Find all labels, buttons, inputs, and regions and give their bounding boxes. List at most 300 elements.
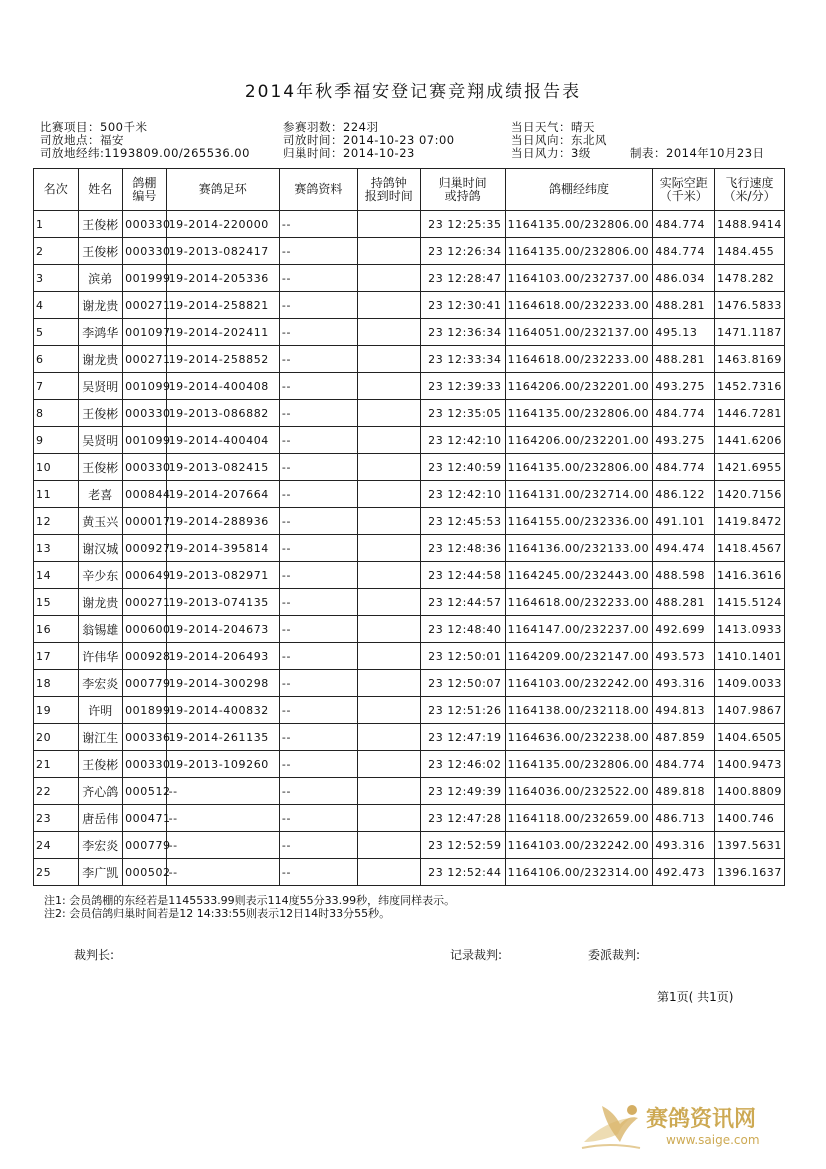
cell-rank: 19 bbox=[34, 697, 79, 724]
cell-clock-time bbox=[357, 832, 420, 859]
header-arrival-time: 归巢时间 或持鸽 bbox=[420, 169, 505, 211]
cell-loft-coords: 1164209.00/232147.00 bbox=[505, 643, 653, 670]
header-clock-time: 持鸽钟 报到时间 bbox=[357, 169, 420, 211]
cell-distance: 495.13 bbox=[653, 319, 715, 346]
cell-rank: 24 bbox=[34, 832, 79, 859]
cell-rank: 14 bbox=[34, 562, 79, 589]
cell-speed: 1400.9473 bbox=[715, 751, 785, 778]
cell-distance: 493.275 bbox=[653, 427, 715, 454]
page-number: 第1页( 共1页) bbox=[657, 990, 734, 1004]
cell-clock-time bbox=[357, 643, 420, 670]
cell-arrival-time: 23 12:48:40 bbox=[420, 616, 505, 643]
cell-loft-id: 000779 bbox=[123, 832, 167, 859]
cell-name: 李宏炎 bbox=[78, 670, 123, 697]
cell-loft-id: 000927 bbox=[123, 535, 167, 562]
cell-pigeon-info: -- bbox=[279, 508, 357, 535]
cell-arrival-time: 23 12:50:07 bbox=[420, 670, 505, 697]
cell-pigeon-info: -- bbox=[279, 238, 357, 265]
cell-clock-time bbox=[357, 724, 420, 751]
cell-pigeon-info: -- bbox=[279, 292, 357, 319]
info-release-place: 司放地点：福安 bbox=[40, 133, 124, 147]
cell-rank: 22 bbox=[34, 778, 79, 805]
cell-pigeon-info: -- bbox=[279, 481, 357, 508]
cell-name: 齐心鸽 bbox=[78, 778, 123, 805]
cell-arrival-time: 23 12:42:10 bbox=[420, 481, 505, 508]
cell-speed: 1471.1187 bbox=[715, 319, 785, 346]
cell-speed: 1410.1401 bbox=[715, 643, 785, 670]
cell-rank: 1 bbox=[34, 211, 79, 238]
cell-name: 王俊彬 bbox=[78, 751, 123, 778]
cell-name: 李鸿华 bbox=[78, 319, 123, 346]
cell-pigeon-info: -- bbox=[279, 373, 357, 400]
cell-loft-id: 001099 bbox=[123, 373, 167, 400]
cell-ring: 19-2013-109260 bbox=[166, 751, 279, 778]
cell-name: 王俊彬 bbox=[78, 211, 123, 238]
cell-arrival-time: 23 12:46:02 bbox=[420, 751, 505, 778]
cell-speed: 1478.282 bbox=[715, 265, 785, 292]
cell-rank: 9 bbox=[34, 427, 79, 454]
cell-arrival-time: 23 12:33:34 bbox=[420, 346, 505, 373]
cell-ring: 19-2014-204673 bbox=[166, 616, 279, 643]
table-row bbox=[34, 616, 785, 643]
info-return-time: 归巢时间：2014-10-23 bbox=[283, 146, 415, 160]
cell-clock-time bbox=[357, 427, 420, 454]
cell-distance: 488.598 bbox=[653, 562, 715, 589]
cell-rank: 20 bbox=[34, 724, 79, 751]
cell-arrival-time: 23 12:25:35 bbox=[420, 211, 505, 238]
cell-ring: 19-2014-258821 bbox=[166, 292, 279, 319]
cell-speed: 1400.8809 bbox=[715, 778, 785, 805]
info-release-time: 司放时间：2014-10-23 07:00 bbox=[283, 133, 455, 147]
table-row bbox=[34, 697, 785, 724]
cell-loft-id: 000649 bbox=[123, 562, 167, 589]
cell-ring: -- bbox=[166, 805, 279, 832]
cell-pigeon-info: -- bbox=[279, 589, 357, 616]
cell-speed: 1409.0033 bbox=[715, 670, 785, 697]
table-row bbox=[34, 832, 785, 859]
cell-loft-id: 000512 bbox=[123, 778, 167, 805]
cell-name: 李广凯 bbox=[78, 859, 123, 886]
cell-clock-time bbox=[357, 292, 420, 319]
cell-pigeon-info: -- bbox=[279, 778, 357, 805]
table-row bbox=[34, 670, 785, 697]
cell-arrival-time: 23 12:40:59 bbox=[420, 454, 505, 481]
info-wind-direction: 当日风向：东北风 bbox=[511, 133, 607, 147]
table-row bbox=[34, 589, 785, 616]
cell-arrival-time: 23 12:49:39 bbox=[420, 778, 505, 805]
cell-name: 吴贤明 bbox=[78, 373, 123, 400]
cell-arrival-time: 23 12:39:33 bbox=[420, 373, 505, 400]
cell-name: 滨弟 bbox=[78, 265, 123, 292]
cell-speed: 1396.1637 bbox=[715, 859, 785, 886]
cell-loft-coords: 1164118.00/232659.00 bbox=[505, 805, 653, 832]
cell-loft-coords: 1164147.00/232237.00 bbox=[505, 616, 653, 643]
cell-distance: 493.573 bbox=[653, 643, 715, 670]
header-rank: 名次 bbox=[34, 169, 79, 211]
cell-ring: 19-2013-082971 bbox=[166, 562, 279, 589]
cell-loft-id: 001099 bbox=[123, 427, 167, 454]
table-row bbox=[34, 859, 785, 886]
cell-loft-id: 000330 bbox=[123, 211, 167, 238]
cell-name: 许伟华 bbox=[78, 643, 123, 670]
cell-loft-coords: 1164135.00/232806.00 bbox=[505, 211, 653, 238]
cell-distance: 484.774 bbox=[653, 400, 715, 427]
table-row bbox=[34, 508, 785, 535]
header-pigeon-info: 赛鸽资料 bbox=[279, 169, 357, 211]
cell-loft-id: 000336 bbox=[123, 724, 167, 751]
cell-loft-id: 000600 bbox=[123, 616, 167, 643]
header-ring: 赛鸽足环 bbox=[166, 169, 279, 211]
cell-ring: -- bbox=[166, 778, 279, 805]
results-table bbox=[33, 168, 785, 886]
cell-clock-time bbox=[357, 400, 420, 427]
cell-clock-time bbox=[357, 859, 420, 886]
cell-ring: 19-2013-086882 bbox=[166, 400, 279, 427]
note-2: 注2: 会员信鸽归巢时间若是12 14:33:55则表示12日14时33分55秒。 bbox=[44, 907, 391, 920]
cell-arrival-time: 23 12:47:19 bbox=[420, 724, 505, 751]
cell-name: 辛少东 bbox=[78, 562, 123, 589]
cell-speed: 1476.5833 bbox=[715, 292, 785, 319]
cell-speed: 1400.746 bbox=[715, 805, 785, 832]
cell-loft-coords: 1164138.00/232118.00 bbox=[505, 697, 653, 724]
cell-distance: 486.034 bbox=[653, 265, 715, 292]
cell-distance: 487.859 bbox=[653, 724, 715, 751]
watermark-url: www.saige.com bbox=[666, 1133, 760, 1147]
cell-loft-coords: 1164051.00/232137.00 bbox=[505, 319, 653, 346]
cell-name: 李宏炎 bbox=[78, 832, 123, 859]
cell-clock-time bbox=[357, 238, 420, 265]
cell-distance: 493.275 bbox=[653, 373, 715, 400]
cell-arrival-time: 23 12:42:10 bbox=[420, 427, 505, 454]
cell-ring: 19-2013-082417 bbox=[166, 238, 279, 265]
info-weather: 当日天气：晴天 bbox=[511, 120, 595, 134]
cell-arrival-time: 23 12:44:57 bbox=[420, 589, 505, 616]
cell-loft-id: 000017 bbox=[123, 508, 167, 535]
cell-rank: 16 bbox=[34, 616, 79, 643]
table-row bbox=[34, 427, 785, 454]
header-distance: 实际空距 （千米） bbox=[653, 169, 715, 211]
cell-name: 谢龙贵 bbox=[78, 589, 123, 616]
cell-speed: 1419.8472 bbox=[715, 508, 785, 535]
cell-name: 谢江生 bbox=[78, 724, 123, 751]
cell-speed: 1415.5124 bbox=[715, 589, 785, 616]
cell-pigeon-info: -- bbox=[279, 724, 357, 751]
cell-pigeon-info: -- bbox=[279, 319, 357, 346]
cell-distance: 492.473 bbox=[653, 859, 715, 886]
info-made-on: 制表：2014年10月23日 bbox=[630, 146, 765, 160]
cell-loft-coords: 1164206.00/232201.00 bbox=[505, 373, 653, 400]
cell-clock-time bbox=[357, 265, 420, 292]
cell-speed: 1484.455 bbox=[715, 238, 785, 265]
cell-loft-id: 000471 bbox=[123, 805, 167, 832]
cell-name: 黄玉兴 bbox=[78, 508, 123, 535]
cell-clock-time bbox=[357, 778, 420, 805]
cell-clock-time bbox=[357, 373, 420, 400]
cell-name: 老喜 bbox=[78, 481, 123, 508]
cell-name: 翁锡雄 bbox=[78, 616, 123, 643]
cell-distance: 486.713 bbox=[653, 805, 715, 832]
info-birds-count: 参赛羽数：224羽 bbox=[283, 120, 379, 134]
cell-rank: 3 bbox=[34, 265, 79, 292]
cell-rank: 17 bbox=[34, 643, 79, 670]
cell-loft-coords: 1164245.00/232443.00 bbox=[505, 562, 653, 589]
note-1: 注1: 会员鸽棚的东经若是1145533.99则表示114度55分33.99秒，纬度同样表示。 bbox=[44, 894, 456, 907]
cell-arrival-time: 23 12:26:34 bbox=[420, 238, 505, 265]
cell-clock-time bbox=[357, 562, 420, 589]
watermark-name: 赛鸽资讯网 bbox=[646, 1107, 757, 1132]
cell-distance: 488.281 bbox=[653, 292, 715, 319]
header-speed: 飞行速度 （米/分） bbox=[715, 169, 785, 211]
cell-distance: 492.699 bbox=[653, 616, 715, 643]
cell-distance: 493.316 bbox=[653, 670, 715, 697]
cell-arrival-time: 23 12:45:53 bbox=[420, 508, 505, 535]
cell-loft-coords: 1164618.00/232233.00 bbox=[505, 589, 653, 616]
info-wind-force: 当日风力：3级 bbox=[511, 146, 591, 160]
cell-ring: 19-2014-205336 bbox=[166, 265, 279, 292]
cell-loft-coords: 1164135.00/232806.00 bbox=[505, 454, 653, 481]
cell-loft-id: 000928 bbox=[123, 643, 167, 670]
cell-distance: 491.101 bbox=[653, 508, 715, 535]
cell-rank: 15 bbox=[34, 589, 79, 616]
cell-name: 王俊彬 bbox=[78, 238, 123, 265]
cell-loft-id: 001097 bbox=[123, 319, 167, 346]
cell-pigeon-info: -- bbox=[279, 859, 357, 886]
cell-name: 王俊彬 bbox=[78, 400, 123, 427]
info-project: 比赛项目：500千米 bbox=[40, 120, 148, 134]
cell-speed: 1407.9867 bbox=[715, 697, 785, 724]
cell-arrival-time: 23 12:35:05 bbox=[420, 400, 505, 427]
table-row bbox=[34, 535, 785, 562]
recording-judge-label: 记录裁判: bbox=[450, 948, 503, 962]
cell-ring: 19-2014-288936 bbox=[166, 508, 279, 535]
cell-clock-time bbox=[357, 454, 420, 481]
cell-distance: 486.122 bbox=[653, 481, 715, 508]
cell-pigeon-info: -- bbox=[279, 400, 357, 427]
cell-distance: 493.316 bbox=[653, 832, 715, 859]
table-row bbox=[34, 724, 785, 751]
cell-loft-coords: 1164103.00/232242.00 bbox=[505, 832, 653, 859]
cell-loft-coords: 1164106.00/232314.00 bbox=[505, 859, 653, 886]
cell-arrival-time: 23 12:52:44 bbox=[420, 859, 505, 886]
cell-rank: 23 bbox=[34, 805, 79, 832]
table-row bbox=[34, 373, 785, 400]
cell-distance: 484.774 bbox=[653, 454, 715, 481]
cell-distance: 494.813 bbox=[653, 697, 715, 724]
cell-arrival-time: 23 12:52:59 bbox=[420, 832, 505, 859]
cell-arrival-time: 23 12:44:58 bbox=[420, 562, 505, 589]
cell-loft-id: 000330 bbox=[123, 454, 167, 481]
pigeon-logo-icon bbox=[580, 1098, 790, 1154]
cell-distance: 484.774 bbox=[653, 211, 715, 238]
results-body bbox=[34, 211, 785, 886]
cell-distance: 484.774 bbox=[653, 751, 715, 778]
cell-ring: 19-2013-082415 bbox=[166, 454, 279, 481]
cell-ring: 19-2014-202411 bbox=[166, 319, 279, 346]
table-row bbox=[34, 400, 785, 427]
cell-ring: 19-2014-400832 bbox=[166, 697, 279, 724]
cell-loft-coords: 1164136.00/232133.00 bbox=[505, 535, 653, 562]
cell-name: 王俊彬 bbox=[78, 454, 123, 481]
cell-distance: 488.281 bbox=[653, 589, 715, 616]
cell-name: 谢龙贵 bbox=[78, 292, 123, 319]
cell-arrival-time: 23 12:28:47 bbox=[420, 265, 505, 292]
table-row bbox=[34, 805, 785, 832]
cell-loft-id: 000271 bbox=[123, 292, 167, 319]
cell-loft-coords: 1164155.00/232336.00 bbox=[505, 508, 653, 535]
cell-arrival-time: 23 12:36:34 bbox=[420, 319, 505, 346]
cell-rank: 6 bbox=[34, 346, 79, 373]
cell-pigeon-info: -- bbox=[279, 697, 357, 724]
cell-speed: 1416.3616 bbox=[715, 562, 785, 589]
cell-ring: 19-2014-400404 bbox=[166, 427, 279, 454]
cell-pigeon-info: -- bbox=[279, 265, 357, 292]
cell-ring: 19-2014-395814 bbox=[166, 535, 279, 562]
cell-clock-time bbox=[357, 616, 420, 643]
cell-clock-time bbox=[357, 211, 420, 238]
cell-ring: 19-2014-300298 bbox=[166, 670, 279, 697]
cell-rank: 13 bbox=[34, 535, 79, 562]
cell-ring: 19-2014-261135 bbox=[166, 724, 279, 751]
table-row bbox=[34, 319, 785, 346]
cell-speed: 1418.4567 bbox=[715, 535, 785, 562]
table-row bbox=[34, 481, 785, 508]
table-row bbox=[34, 238, 785, 265]
cell-rank: 10 bbox=[34, 454, 79, 481]
cell-loft-id: 001899 bbox=[123, 697, 167, 724]
cell-loft-id: 000330 bbox=[123, 400, 167, 427]
cell-pigeon-info: -- bbox=[279, 346, 357, 373]
cell-pigeon-info: -- bbox=[279, 670, 357, 697]
cell-pigeon-info: -- bbox=[279, 562, 357, 589]
cell-speed: 1446.7281 bbox=[715, 400, 785, 427]
cell-arrival-time: 23 12:30:41 bbox=[420, 292, 505, 319]
table-row bbox=[34, 265, 785, 292]
cell-clock-time bbox=[357, 481, 420, 508]
cell-loft-coords: 1164206.00/232201.00 bbox=[505, 427, 653, 454]
cell-pigeon-info: -- bbox=[279, 211, 357, 238]
cell-rank: 2 bbox=[34, 238, 79, 265]
cell-distance: 484.774 bbox=[653, 238, 715, 265]
cell-pigeon-info: -- bbox=[279, 751, 357, 778]
cell-loft-id: 000502 bbox=[123, 859, 167, 886]
cell-loft-coords: 1164618.00/232233.00 bbox=[505, 292, 653, 319]
chief-judge-label: 裁判长: bbox=[74, 948, 115, 962]
cell-loft-coords: 1164103.00/232242.00 bbox=[505, 670, 653, 697]
header-loft-id: 鸽棚 编号 bbox=[123, 169, 167, 211]
cell-loft-id: 000330 bbox=[123, 238, 167, 265]
cell-ring: 19-2014-258852 bbox=[166, 346, 279, 373]
cell-loft-id: 000779 bbox=[123, 670, 167, 697]
cell-distance: 488.281 bbox=[653, 346, 715, 373]
cell-loft-id: 001999 bbox=[123, 265, 167, 292]
cell-loft-id: 000844 bbox=[123, 481, 167, 508]
cell-clock-time bbox=[357, 346, 420, 373]
cell-loft-coords: 1164131.00/232714.00 bbox=[505, 481, 653, 508]
cell-rank: 8 bbox=[34, 400, 79, 427]
cell-ring: 19-2013-074135 bbox=[166, 589, 279, 616]
cell-speed: 1488.9414 bbox=[715, 211, 785, 238]
cell-ring: 19-2014-206493 bbox=[166, 643, 279, 670]
cell-rank: 12 bbox=[34, 508, 79, 535]
cell-distance: 494.474 bbox=[653, 535, 715, 562]
cell-speed: 1404.6505 bbox=[715, 724, 785, 751]
cell-speed: 1452.7316 bbox=[715, 373, 785, 400]
cell-pigeon-info: -- bbox=[279, 454, 357, 481]
cell-speed: 1463.8169 bbox=[715, 346, 785, 373]
table-row bbox=[34, 211, 785, 238]
cell-clock-time bbox=[357, 697, 420, 724]
header-loft-coords: 鸽棚经纬度 bbox=[505, 169, 653, 211]
cell-clock-time bbox=[357, 805, 420, 832]
cell-speed: 1421.6955 bbox=[715, 454, 785, 481]
cell-clock-time bbox=[357, 535, 420, 562]
cell-name: 唐岳伟 bbox=[78, 805, 123, 832]
table-header-row bbox=[34, 169, 785, 211]
cell-name: 许明 bbox=[78, 697, 123, 724]
cell-pigeon-info: -- bbox=[279, 535, 357, 562]
cell-rank: 5 bbox=[34, 319, 79, 346]
cell-rank: 7 bbox=[34, 373, 79, 400]
header-name: 姓名 bbox=[78, 169, 123, 211]
cell-name: 吴贤明 bbox=[78, 427, 123, 454]
cell-clock-time bbox=[357, 319, 420, 346]
cell-arrival-time: 23 12:51:26 bbox=[420, 697, 505, 724]
table-row bbox=[34, 778, 785, 805]
table-row bbox=[34, 292, 785, 319]
cell-loft-id: 000271 bbox=[123, 589, 167, 616]
cell-arrival-time: 23 12:47:28 bbox=[420, 805, 505, 832]
cell-clock-time bbox=[357, 670, 420, 697]
watermark bbox=[580, 1098, 790, 1154]
cell-loft-coords: 1164036.00/232522.00 bbox=[505, 778, 653, 805]
cell-rank: 18 bbox=[34, 670, 79, 697]
cell-speed: 1441.6206 bbox=[715, 427, 785, 454]
cell-rank: 25 bbox=[34, 859, 79, 886]
cell-distance: 489.818 bbox=[653, 778, 715, 805]
cell-loft-id: 000271 bbox=[123, 346, 167, 373]
cell-pigeon-info: -- bbox=[279, 427, 357, 454]
cell-loft-coords: 1164636.00/232238.00 bbox=[505, 724, 653, 751]
cell-speed: 1413.0933 bbox=[715, 616, 785, 643]
appointed-judge-label: 委派裁判: bbox=[588, 948, 641, 962]
table-row bbox=[34, 643, 785, 670]
cell-ring: 19-2014-220000 bbox=[166, 211, 279, 238]
table-row bbox=[34, 346, 785, 373]
cell-loft-id: 000330 bbox=[123, 751, 167, 778]
cell-pigeon-info: -- bbox=[279, 832, 357, 859]
cell-arrival-time: 23 12:50:01 bbox=[420, 643, 505, 670]
cell-rank: 11 bbox=[34, 481, 79, 508]
cell-pigeon-info: -- bbox=[279, 643, 357, 670]
cell-clock-time bbox=[357, 751, 420, 778]
table-row bbox=[34, 751, 785, 778]
cell-ring: 19-2014-207664 bbox=[166, 481, 279, 508]
cell-ring: -- bbox=[166, 832, 279, 859]
cell-speed: 1420.7156 bbox=[715, 481, 785, 508]
cell-ring: 19-2014-400408 bbox=[166, 373, 279, 400]
table-row bbox=[34, 562, 785, 589]
cell-rank: 4 bbox=[34, 292, 79, 319]
cell-loft-coords: 1164618.00/232233.00 bbox=[505, 346, 653, 373]
cell-loft-coords: 1164135.00/232806.00 bbox=[505, 751, 653, 778]
cell-loft-coords: 1164135.00/232806.00 bbox=[505, 400, 653, 427]
report-title: 2014年秋季福安登记赛竞翔成绩报告表 bbox=[244, 82, 582, 102]
info-release-coords: 司放地经纬:1193809.00/265536.00 bbox=[40, 146, 250, 160]
cell-rank: 21 bbox=[34, 751, 79, 778]
cell-pigeon-info: -- bbox=[279, 805, 357, 832]
cell-name: 谢汉城 bbox=[78, 535, 123, 562]
cell-pigeon-info: -- bbox=[279, 616, 357, 643]
